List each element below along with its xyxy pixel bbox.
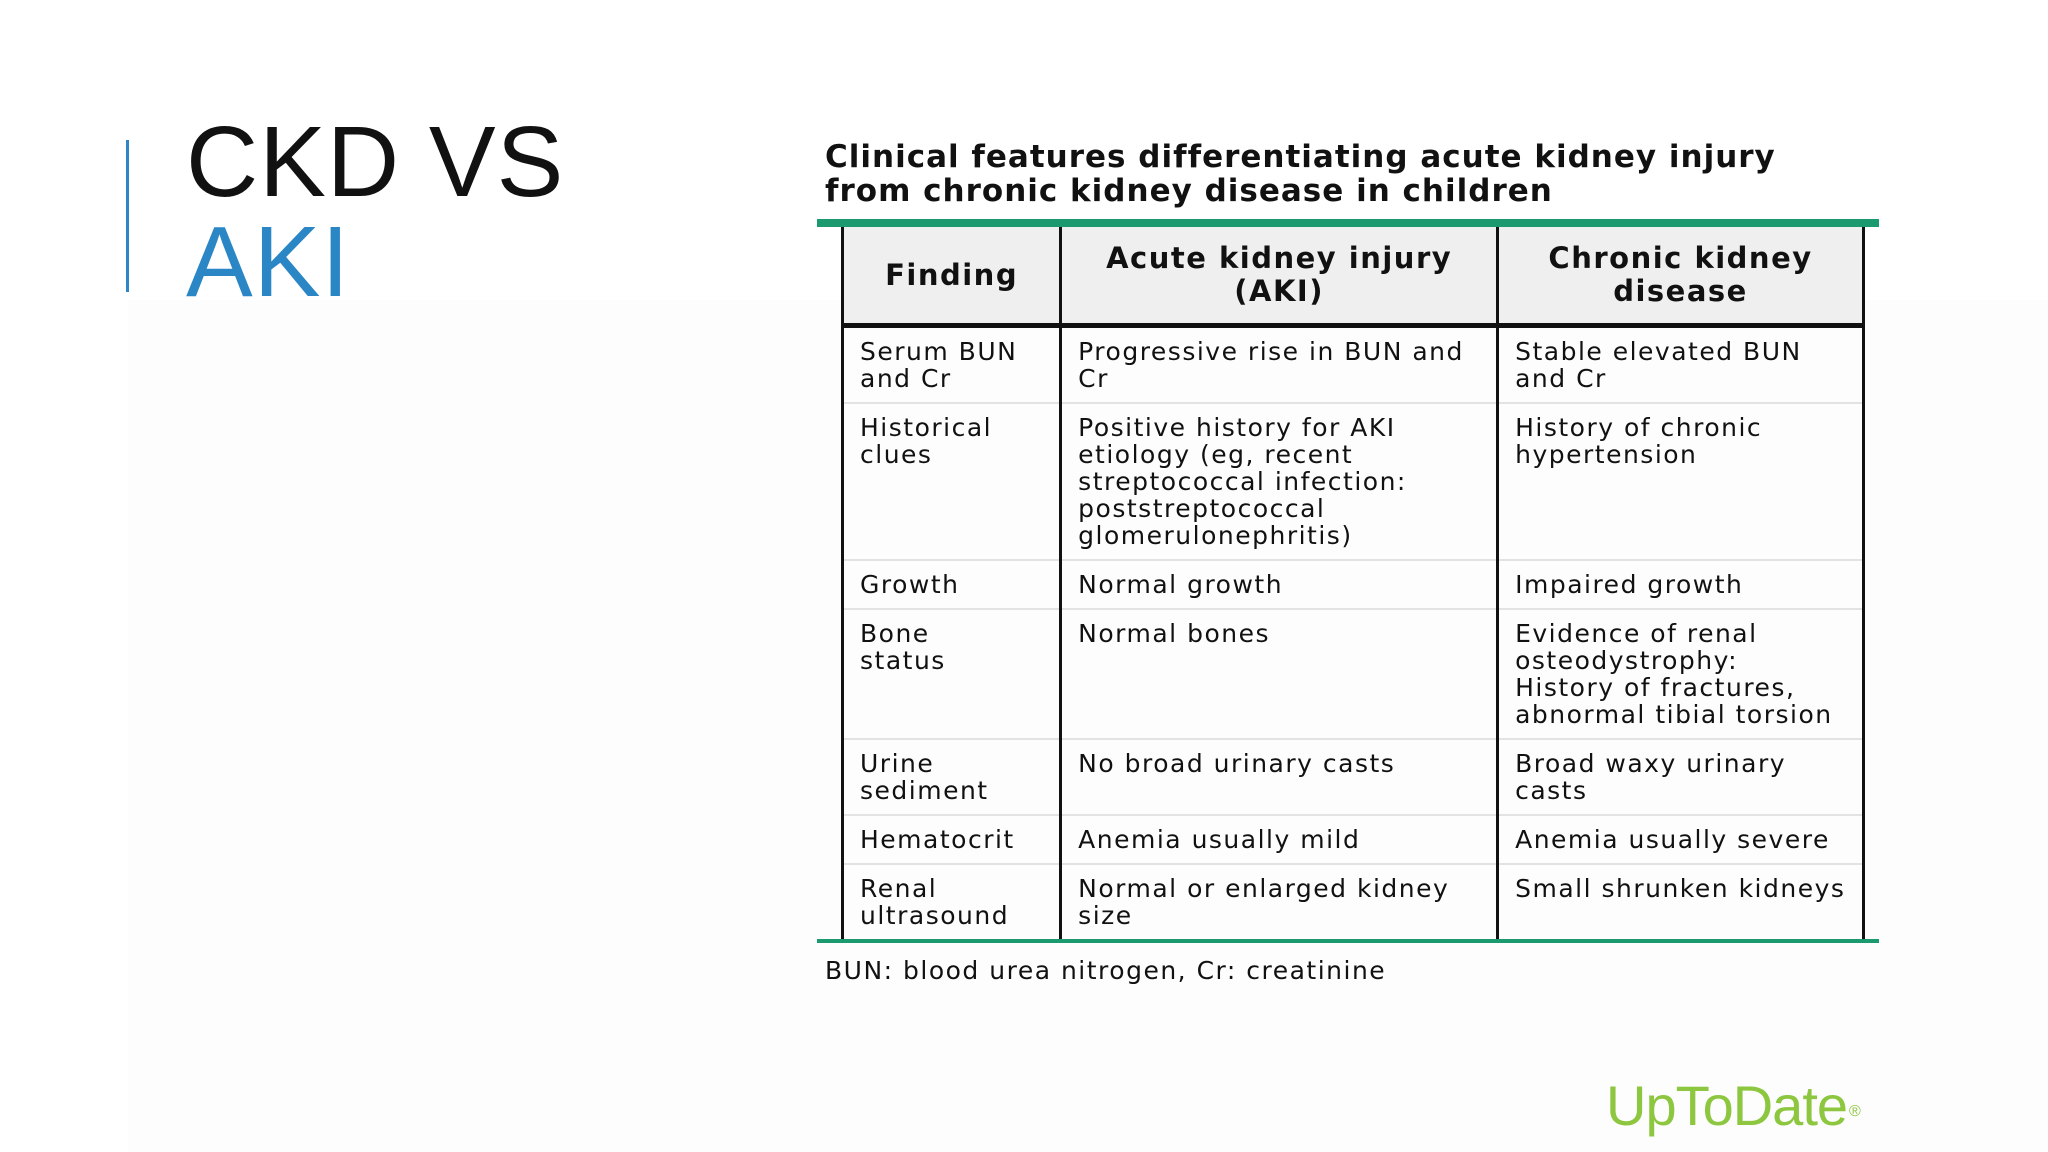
cell-text: and Cr <box>1515 364 1607 393</box>
cell-text: clues <box>860 440 933 469</box>
cell-text: casts <box>1515 776 1588 805</box>
cell-text: glomerulonephritis) <box>1078 521 1353 550</box>
cell-text: Urine <box>860 749 935 778</box>
table-row <box>843 403 1864 560</box>
header-finding <box>843 227 1061 326</box>
cell-ckd <box>1498 326 1864 404</box>
cell-ckd <box>1498 609 1864 739</box>
cell-aki <box>1061 739 1498 815</box>
header-aki-line1: Acute kidney injury <box>1106 241 1453 275</box>
cell-ckd <box>1498 560 1864 609</box>
cell-text: Impaired growth <box>1515 570 1744 599</box>
cell-aki <box>1061 560 1498 609</box>
slide-title-line2: AKI <box>186 206 351 318</box>
slide-title <box>186 106 565 318</box>
cell-text: Evidence of renal <box>1515 619 1758 648</box>
cell-text: Hematocrit <box>860 825 1015 854</box>
cell-finding <box>843 739 1061 815</box>
cell-text: History of fractures, <box>1515 673 1796 702</box>
cell-text: Anemia usually severe <box>1515 825 1830 854</box>
header-finding-line1: Finding <box>885 257 1019 292</box>
cell-text: Progressive rise in BUN and <box>1078 337 1464 366</box>
cell-text: Bone <box>860 619 930 648</box>
cell-text: ultrasound <box>860 901 1010 930</box>
table-bottom-rule <box>817 939 1879 943</box>
cell-text: and Cr <box>860 364 952 393</box>
table-row <box>843 815 1864 864</box>
cell-aki <box>1061 326 1498 404</box>
cell-ckd <box>1498 739 1864 815</box>
cell-ckd <box>1498 815 1864 864</box>
cell-text: Broad waxy urinary <box>1515 749 1787 778</box>
cell-text: hypertension <box>1515 440 1698 469</box>
cell-aki <box>1061 609 1498 739</box>
table-row <box>843 739 1864 815</box>
table-row <box>843 609 1864 739</box>
cell-finding <box>843 326 1061 404</box>
cell-text: Historical <box>860 413 993 442</box>
cell-text: Serum BUN <box>860 337 1018 366</box>
cell-text: Cr <box>1078 364 1109 393</box>
cell-text: History of chronic <box>1515 413 1763 442</box>
cell-text: size <box>1078 901 1133 930</box>
cell-text: Growth <box>860 570 960 599</box>
cell-aki <box>1061 864 1498 939</box>
cell-text: Small shrunken kidneys <box>1515 874 1846 903</box>
cell-text: Stable elevated BUN <box>1515 337 1802 366</box>
header-ckd-line1: Chronic kidney <box>1548 241 1813 275</box>
cell-text: abnormal tibial torsion <box>1515 700 1833 729</box>
logo-text: UpToDate <box>1606 1074 1848 1137</box>
cell-text: No broad urinary casts <box>1078 749 1396 778</box>
figure-caption-line1: Clinical features differentiating acute kidney injury <box>825 139 1776 175</box>
cell-finding <box>843 560 1061 609</box>
cell-text: etiology (eg, recent <box>1078 440 1354 469</box>
figure-caption-line2: from chronic kidney disease in children <box>825 173 1553 209</box>
cell-text: Normal or enlarged kidney <box>1078 874 1450 903</box>
comparison-figure <box>817 140 1879 985</box>
cell-text: Normal bones <box>1078 619 1270 648</box>
table-row <box>843 864 1864 939</box>
cell-text: Anemia usually mild <box>1078 825 1361 854</box>
header-ckd <box>1498 227 1864 326</box>
cell-text: Normal growth <box>1078 570 1284 599</box>
table-row <box>843 560 1864 609</box>
cell-ckd <box>1498 403 1864 560</box>
header-ckd-line2: disease <box>1613 274 1748 308</box>
title-accent-bar <box>126 140 129 292</box>
cell-text: status <box>860 646 946 675</box>
cell-ckd <box>1498 864 1864 939</box>
cell-finding <box>843 815 1061 864</box>
table-row <box>843 326 1864 404</box>
cell-aki <box>1061 403 1498 560</box>
uptodate-logo <box>1606 1076 1860 1136</box>
cell-finding <box>843 864 1061 939</box>
table-top-rule <box>817 219 1879 227</box>
cell-text: poststreptococcal <box>1078 494 1326 523</box>
cell-text: sediment <box>860 776 989 805</box>
table-footnote: BUN: blood urea nitrogen, Cr: creatinine <box>825 956 1387 985</box>
cell-finding <box>843 403 1061 560</box>
table-header-row <box>843 227 1864 326</box>
cell-finding <box>843 609 1061 739</box>
slide-title-line1: CKD VS <box>186 106 565 218</box>
cell-text: streptococcal infection: <box>1078 467 1407 496</box>
figure-caption <box>825 140 1879 208</box>
registered-mark: ® <box>1849 1103 1860 1120</box>
cell-text: osteodystrophy: <box>1515 646 1739 675</box>
cell-aki <box>1061 815 1498 864</box>
cell-text: Renal <box>860 874 938 903</box>
comparison-table <box>841 227 1865 939</box>
header-aki <box>1061 227 1498 326</box>
cell-text: Positive history for AKI <box>1078 413 1396 442</box>
header-aki-line2: (AKI) <box>1234 274 1324 308</box>
